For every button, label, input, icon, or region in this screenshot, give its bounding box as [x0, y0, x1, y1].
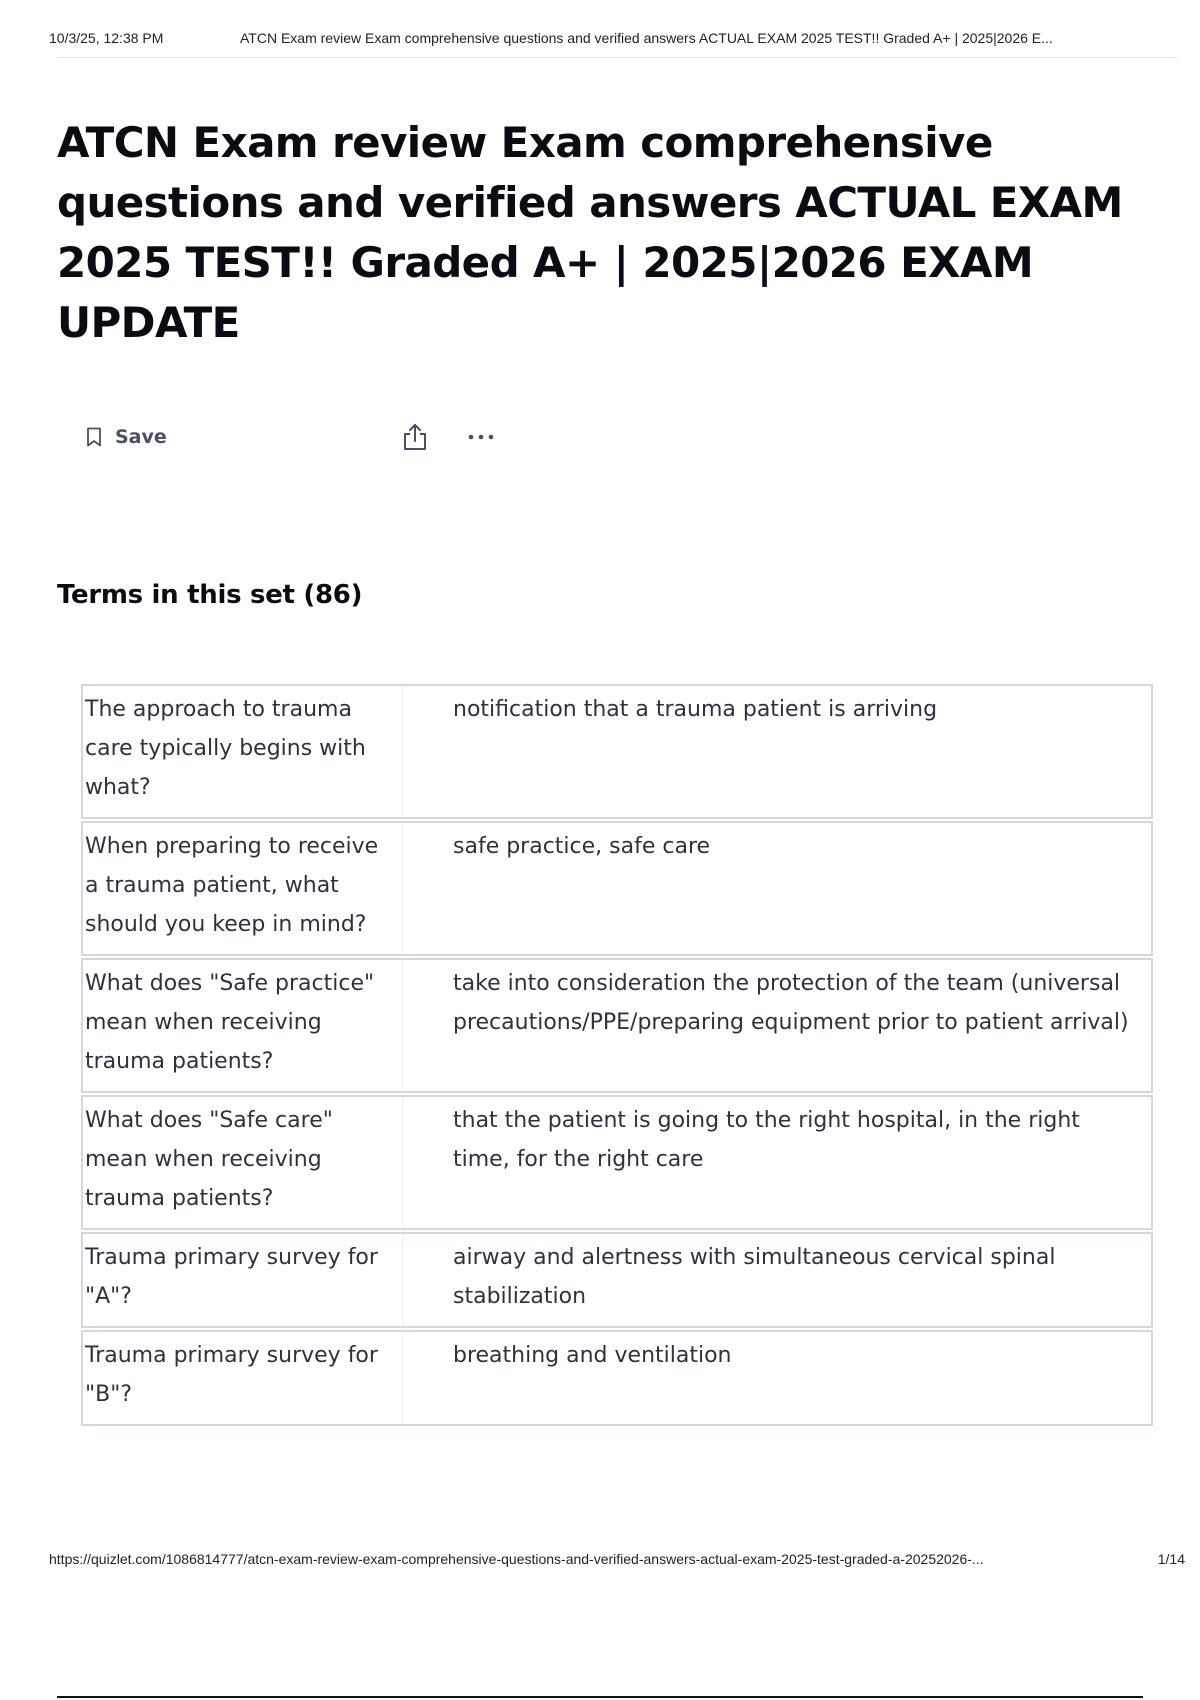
- bookmark-icon: [86, 427, 102, 447]
- header-divider: [57, 57, 1177, 58]
- term-row: [81, 1095, 1153, 1230]
- terms-list: [81, 684, 1153, 1428]
- more-options-button[interactable]: [464, 420, 498, 454]
- share-icon: [402, 422, 428, 452]
- term-text: What does "Safe practice" mean when receiving trauma patients?: [83, 960, 403, 1091]
- term-row: [81, 958, 1153, 1093]
- print-footer: [49, 1551, 1185, 1567]
- term-row: [81, 1232, 1153, 1328]
- definition-text: safe practice, safe care: [453, 834, 711, 859]
- definition-text: breathing and ventilation: [453, 1343, 732, 1368]
- print-date: 10/3/25, 12:38 PM: [49, 30, 164, 46]
- page-title: ATCN Exam review Exam comprehensive questions and verified answers ACTUAL EXAM 2025 TEST!! Graded A+ | 2025|2026 EXAM UPDATE: [57, 118, 1123, 347]
- term-text: The approach to trauma care typically begins with what?: [83, 686, 403, 817]
- more-horizontal-icon: [467, 433, 495, 441]
- term-row: [81, 821, 1153, 956]
- page-number: 1/14: [1157, 1551, 1185, 1567]
- term-text: Trauma primary survey for "B"?: [83, 1332, 403, 1424]
- term-text: When preparing to receive a trauma patient, what should you keep in mind?: [83, 823, 403, 954]
- save-label: Save: [115, 426, 167, 448]
- term-row: [81, 1330, 1153, 1426]
- definition-text: notification that a trauma patient is arriving: [453, 697, 938, 722]
- term-text: What does "Safe care" mean when receiving trauma patients?: [83, 1097, 403, 1228]
- definition-text: take into consideration the protection of the team (universal precautions/PPE/preparing equipment prior to patient arrival): [453, 971, 1129, 1035]
- footer-divider: [57, 1696, 1143, 1698]
- terms-heading: Terms in this set (86): [57, 580, 363, 610]
- action-bar: [86, 420, 526, 454]
- definition-text: that the patient is going to the right hospital, in the right time, for the right care: [453, 1108, 1080, 1172]
- print-header: [49, 30, 1179, 46]
- definition-text: airway and alertness with simultaneous cervical spinal stabilization: [453, 1245, 1056, 1309]
- term-row: [81, 684, 1153, 819]
- print-url: https://quizlet.com/1086814777/atcn-exam-review-exam-comprehensive-questions-and-verified-answers-actual-exam-2025-test-graded-a-20252026-...: [49, 1551, 984, 1567]
- save-button[interactable]: [86, 420, 167, 454]
- print-page-title: ATCN Exam review Exam comprehensive questions and verified answers ACTUAL EXAM 2025 TEST!! Graded A+ | 2025|2026 E...: [240, 30, 1053, 46]
- share-button[interactable]: [398, 420, 432, 454]
- term-text: Trauma primary survey for "A"?: [83, 1234, 403, 1326]
